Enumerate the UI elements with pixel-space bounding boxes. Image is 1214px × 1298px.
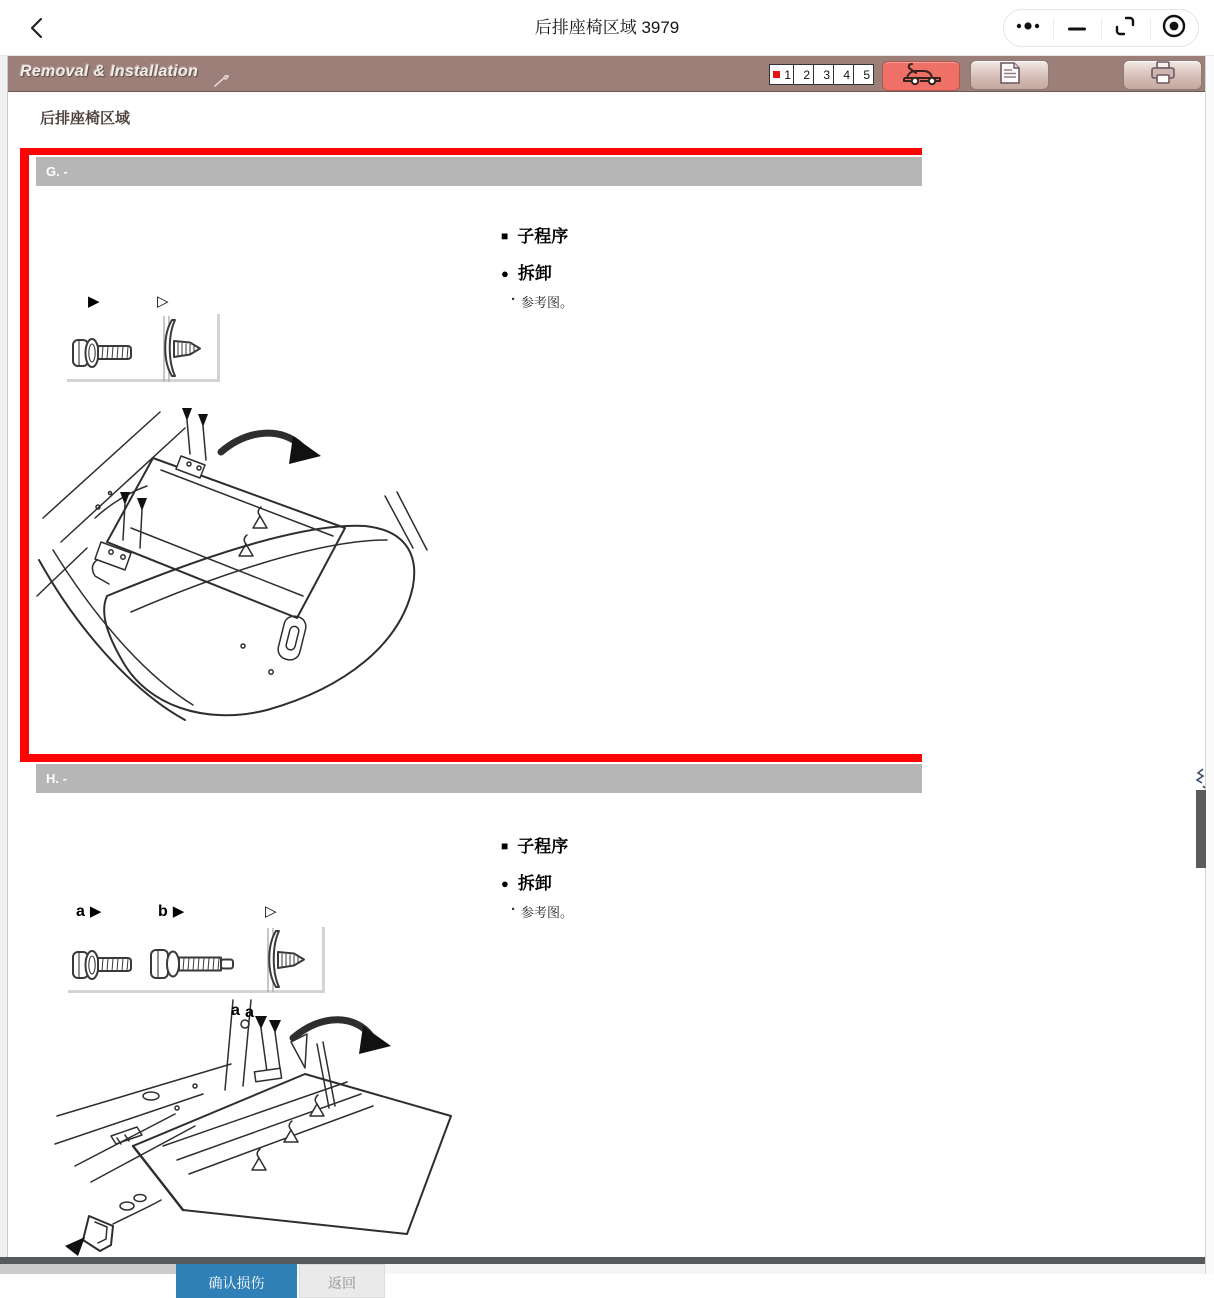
more-icon [1013,19,1043,38]
section-header-h: H. - [36,764,922,793]
circle-bullet-icon: ● [501,876,509,891]
page-cell-1[interactable]: 1 [769,64,794,85]
clipped-text-fragment [1196,767,1205,794]
bolt-a-icon [70,940,138,995]
action-heading-h: ● 拆卸 [501,874,552,893]
document-button[interactable] [970,60,1049,90]
legend-bolt-a-marker-h: a ▶ [76,903,102,920]
note-g: · 参考图。 [511,291,574,310]
note-h: · 参考图。 [511,901,574,920]
seat-removal-diagram-h [55,998,455,1263]
page-cell-2[interactable]: 2 [793,64,814,85]
more-button[interactable] [1004,10,1053,46]
restore-button[interactable] [1101,10,1150,46]
left-gutter [0,56,8,1257]
wrench-icon [213,74,229,93]
confirm-button[interactable]: 确认损伤 [176,1264,297,1298]
square-bullet-icon: ■ [501,839,509,853]
footer-left-segment [0,1264,176,1274]
footer-divider-bar [0,1257,1205,1264]
vehicle-button[interactable] [882,61,960,91]
document-icon [997,61,1023,90]
printer-button[interactable] [1123,60,1202,90]
target-button[interactable] [1150,10,1199,46]
square-bullet-icon: ■ [501,229,509,243]
restore-icon [1113,14,1137,43]
circle-bullet-icon: ● [501,266,509,281]
active-page-marker [773,71,780,78]
minimize-icon [1068,19,1086,37]
scrollbar-thumb[interactable] [1196,790,1206,868]
breadcrumb: 后排座椅区域 [40,110,131,127]
page-cell-4[interactable]: 4 [833,64,854,85]
page-cell-3[interactable]: 3 [813,64,834,85]
target-icon [1161,13,1187,44]
subprogram-heading-h: ■ 子程序 [501,837,569,856]
diagram-label-a1: a [231,1002,240,1019]
bolt-b-icon [148,938,238,995]
action-heading-g: ● 拆卸 [501,264,552,283]
seat-removal-diagram-g [35,400,430,727]
titlebar [0,0,1214,56]
window-capsule [1003,9,1199,47]
manual-section-title: Removal & Installation [20,63,199,80]
dot-bullet-icon: · [511,901,516,918]
page-title: 后排座椅区域 3979 [534,18,680,37]
printer-icon [1149,61,1177,90]
section-header-g: G. - [36,157,922,186]
scrollbar-track[interactable] [1205,56,1214,1274]
page-selector [770,64,874,85]
subprogram-heading-g: ■ 子程序 [501,227,569,246]
legend-bolt-b-marker-h: b ▶ [158,903,185,920]
legend-clip-marker-h: ▷ [265,903,277,920]
diagram-label-a2: a [245,1004,254,1021]
page-cell-5[interactable]: 5 [853,64,874,85]
back-footer-button[interactable]: 返回 [299,1264,385,1298]
minimize-button[interactable] [1053,10,1102,46]
legend-clip-marker-g: ▷ [157,293,169,310]
push-clip-icon [148,316,206,387]
legend-bolt-marker-g: ▶ [88,293,100,310]
dot-bullet-icon: · [511,291,516,308]
push-clip-icon-h [252,928,310,997]
bolt-icon [70,328,138,383]
car-wrench-icon [899,62,943,91]
manual-toolbar [8,56,1205,92]
